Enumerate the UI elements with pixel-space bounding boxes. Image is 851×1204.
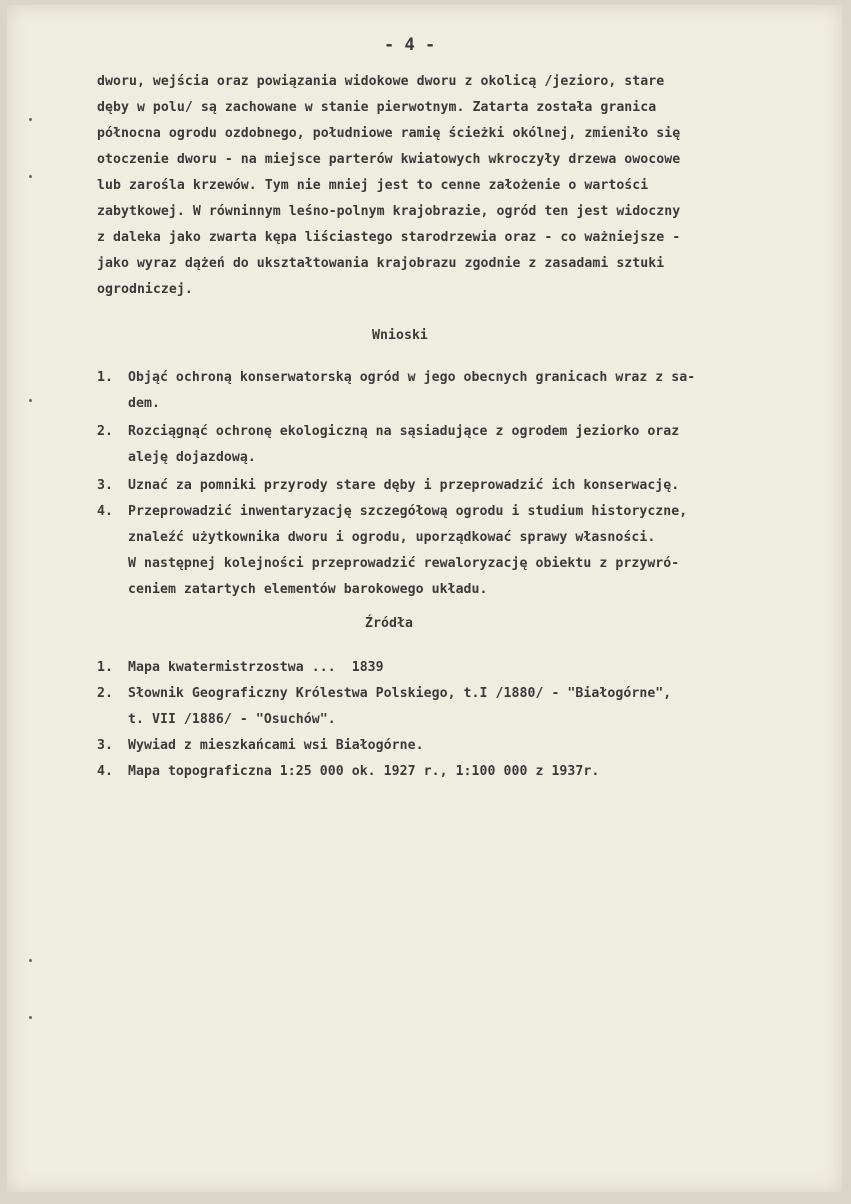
item-number: 3. (97, 478, 113, 493)
item-number: 2. (97, 686, 113, 701)
item-number: 2. (97, 424, 113, 439)
document-page (7, 5, 842, 1192)
source-item (97, 764, 817, 1061)
item-line: t. VII /1886/ - "Osuchów". (128, 712, 336, 727)
body-paragraph (97, 69, 817, 297)
item-line: Mapa topograficzna 1:25 000 ok. 1927 r., 1:100 000 z 1937r. (128, 764, 600, 779)
item-line: znaleźć użytkownika dworu i ogrodu, uporządkować sprawy własności. (128, 530, 656, 545)
sources-section (97, 611, 817, 1091)
item-number: 1. (97, 660, 113, 675)
paragraph-line: ogrodniczej. (97, 282, 193, 297)
page-number: - 4 - (384, 35, 436, 55)
sources-heading: Źródła (365, 616, 413, 631)
item-line: W następnej kolejności przeprowadzić rewaloryzację obiektu z przywró- (128, 556, 680, 571)
paragraph-line: północna ogrodu ozdobnego, południowe ramię ścieżki okólnej, zmieniło się (97, 126, 681, 141)
paragraph-line: dęby w polu/ są zachowane w stanie pierwotnym. Zatarta została granica (97, 100, 657, 115)
item-line: ceniem zatartych elementów barokowego układu. (128, 582, 488, 597)
item-number: 4. (97, 764, 113, 779)
punch-hole-mark (29, 175, 32, 178)
paragraph-line: otoczenie dworu - na miejsce parterów kwiatowych wkroczyły drzewa owocowe (97, 152, 681, 167)
item-line: aleję dojazdową. (128, 450, 256, 465)
paragraph-line: jako wyraz dążeń do ukształtowania krajobrazu zgodnie z zasadami sztuki (97, 256, 665, 271)
punch-hole-mark (29, 399, 32, 402)
item-line: Objąć ochroną konserwatorską ogród w jego obecnych granicach wraz z sa- (128, 370, 696, 385)
item-number: 1. (97, 370, 113, 385)
paragraph-line: lub zarośla krzewów. Tym nie mniej jest to cenne założenie o wartości (97, 178, 649, 193)
item-line: Uznać za pomniki przyrody stare dęby i przeprowadzić ich konserwację. (128, 478, 680, 493)
item-number: 4. (97, 504, 113, 519)
item-line: Mapa kwatermistrzostwa ... 1839 (128, 660, 384, 675)
paragraph-line: dworu, wejścia oraz powiązania widokowe dworu z okolicą /jezioro, stare (97, 74, 665, 89)
paragraph-line: z daleka jako zwarta kępa liściastego starodrzewia oraz - co ważniejsze - (97, 230, 681, 245)
item-line: Wywiad z mieszkańcami wsi Białogórne. (128, 738, 424, 753)
punch-hole-mark (29, 118, 32, 121)
item-line: Rozciągnąć ochronę ekologiczną na sąsiadujące z ogrodem jeziorko oraz (128, 424, 680, 439)
item-line: Przeprowadzić inwentaryzację szczegółową ogrodu i studium historyczne, (128, 504, 688, 519)
paragraph-line: zabytkowej. W równinnym leśno-polnym krajobrazie, ogród ten jest widoczny (97, 204, 681, 219)
item-number: 3. (97, 738, 113, 753)
punch-hole-mark (29, 959, 32, 962)
item-line: dem. (128, 396, 160, 411)
punch-hole-mark (29, 1016, 32, 1019)
conclusions-heading: Wnioski (372, 328, 428, 343)
item-line: Słownik Geograficzny Królestwa Polskiego, t.I /1880/ - "Białogórne", (128, 686, 672, 701)
